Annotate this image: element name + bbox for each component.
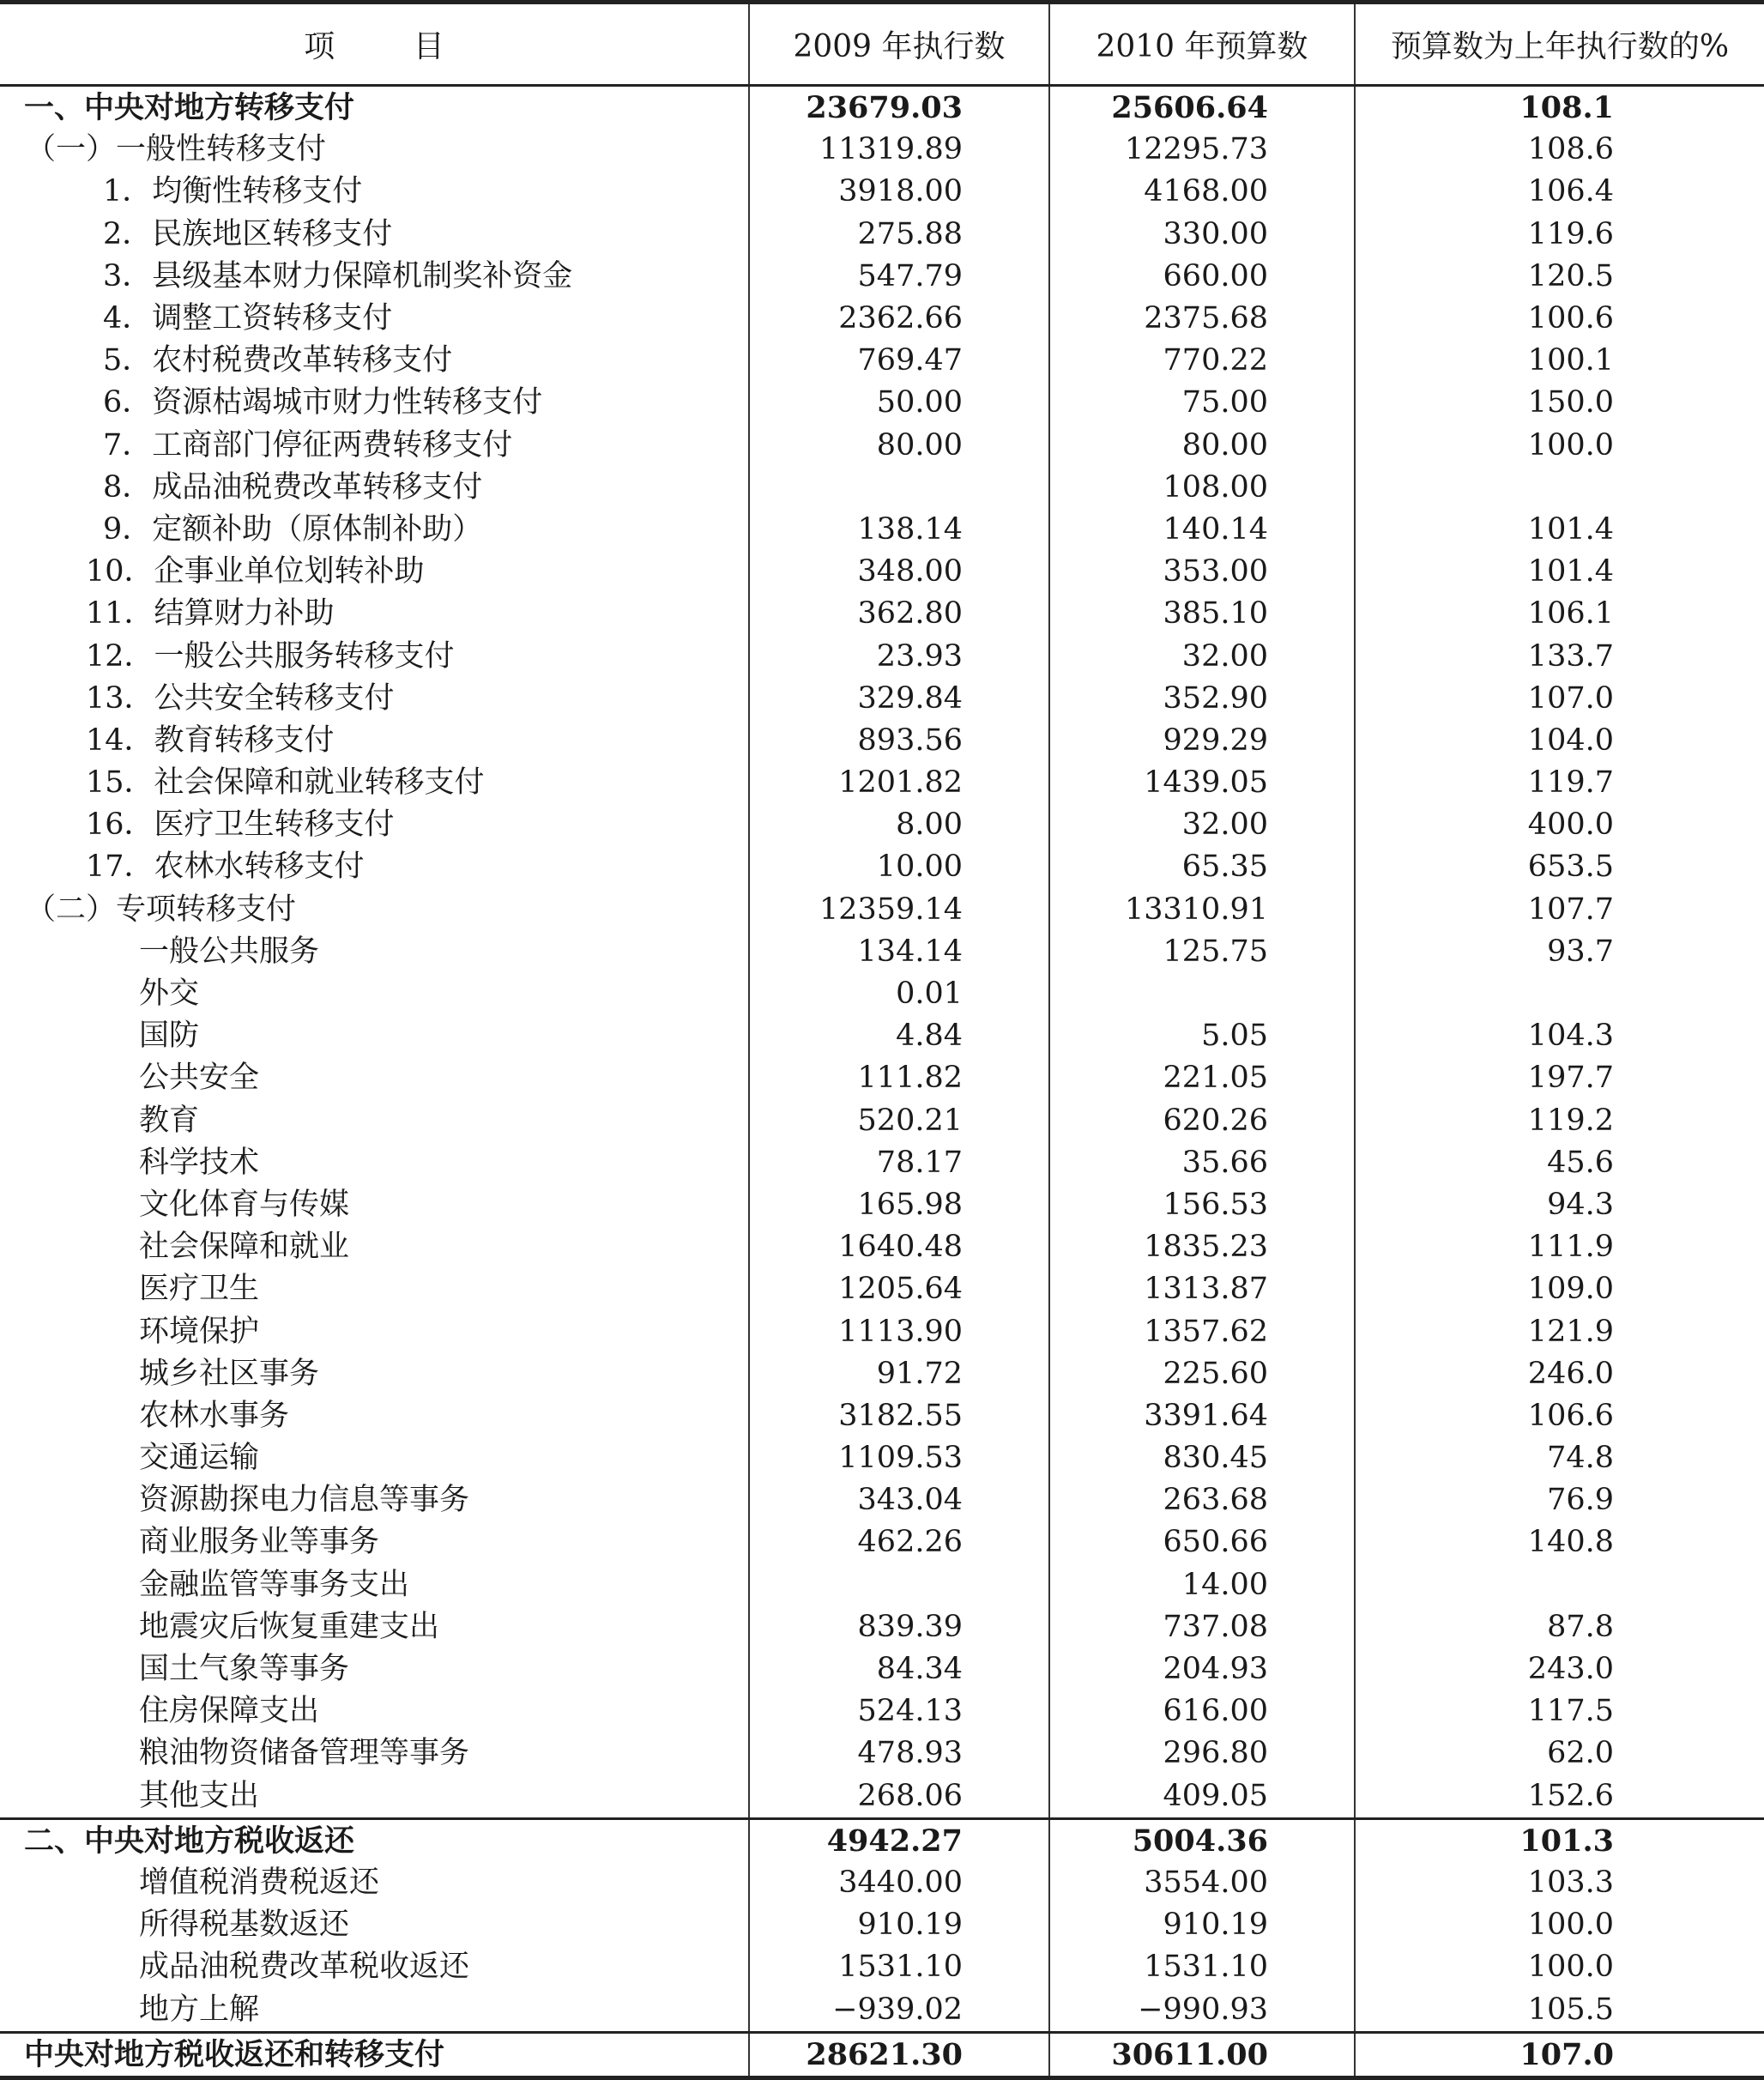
- value-2009: 893.56: [749, 720, 1049, 762]
- value-percent: 87.8: [1355, 1606, 1764, 1648]
- value-2010: 1439.05: [1049, 762, 1355, 804]
- row-label: 商业服务业等事务: [139, 1525, 380, 1560]
- row-label: 资源勘探电力信息等事务: [139, 1483, 470, 1518]
- value-2010: 1357.62: [1049, 1310, 1355, 1352]
- value-percent: 105.5: [1355, 1988, 1764, 2032]
- value-percent: 152.6: [1355, 1775, 1764, 1819]
- value-2010: [1049, 973, 1355, 1015]
- row-label: 外交: [139, 977, 200, 1012]
- value-2010: 385.10: [1049, 593, 1355, 635]
- value-2010: 204.93: [1049, 1648, 1355, 1690]
- row-label: 其他支出: [139, 1778, 260, 1813]
- value-percent: 653.5: [1355, 846, 1764, 888]
- value-2010: 13310.91: [1049, 889, 1355, 931]
- table-row: [0, 467, 1764, 509]
- value-2010: 353.00: [1049, 551, 1355, 593]
- row-label: 增值税消费税返还: [139, 1865, 380, 1900]
- value-2009: 1113.90: [749, 1310, 1049, 1352]
- value-2009: 138.14: [749, 509, 1049, 551]
- value-2010: 616.00: [1049, 1690, 1355, 1732]
- value-2010: 770.22: [1049, 340, 1355, 382]
- row-label: 二、中央对地方税收返还: [0, 1818, 749, 1862]
- value-percent: 107.7: [1355, 889, 1764, 931]
- row-label: 社会保障和就业: [139, 1230, 350, 1265]
- table-row: [0, 1648, 1764, 1690]
- header-item: 项 目: [0, 3, 749, 86]
- row-label: 1．均衡性转移支付: [103, 174, 363, 209]
- value-2009: 462.26: [749, 1521, 1049, 1563]
- value-2010: 296.80: [1049, 1732, 1355, 1775]
- row-label: 农林水事务: [139, 1398, 290, 1433]
- table-row: [0, 340, 1764, 382]
- table-row: [0, 171, 1764, 213]
- value-2009: 3440.00: [749, 1862, 1049, 1904]
- row-label: 公共安全: [139, 1061, 260, 1096]
- row-label: （二）专项转移支付: [26, 892, 297, 927]
- value-2010: 660.00: [1049, 256, 1355, 298]
- row-label: 教育: [139, 1103, 200, 1138]
- value-2009: 3182.55: [749, 1395, 1049, 1437]
- table-row: [0, 1395, 1764, 1437]
- value-2009: 329.84: [749, 678, 1049, 720]
- value-2010: −990.93: [1049, 1988, 1355, 2032]
- value-percent: 400.0: [1355, 804, 1764, 846]
- value-2009: 78.17: [749, 1142, 1049, 1184]
- value-2009: 1205.64: [749, 1268, 1049, 1310]
- value-2010: 125.75: [1049, 931, 1355, 973]
- value-2009: 2362.66: [749, 298, 1049, 340]
- row-label: 4．调整工资转移支付: [103, 301, 393, 336]
- value-2009: 839.39: [749, 1606, 1049, 1648]
- value-2009: 10.00: [749, 846, 1049, 888]
- value-2010: 32.00: [1049, 804, 1355, 846]
- table-row: [0, 1862, 1764, 1904]
- value-percent: 101.4: [1355, 551, 1764, 593]
- value-2010: 1835.23: [1049, 1226, 1355, 1268]
- table-row: [0, 1310, 1764, 1352]
- value-percent: 106.1: [1355, 593, 1764, 635]
- table-row: [0, 1184, 1764, 1226]
- value-percent: 101.3: [1355, 1818, 1764, 1862]
- value-percent: 106.6: [1355, 1395, 1764, 1437]
- table-row: [0, 931, 1764, 973]
- table-body: [0, 86, 1764, 2078]
- header-2010-budget: 2010 年预算数: [1049, 3, 1355, 86]
- value-2010: 3554.00: [1049, 1862, 1355, 1904]
- value-2009: 348.00: [749, 551, 1049, 593]
- value-percent: 107.0: [1355, 2032, 1764, 2077]
- value-2010: 1313.87: [1049, 1268, 1355, 1310]
- table-row: [0, 1690, 1764, 1732]
- row-label: 3．县级基本财力保障机制奖补资金: [103, 258, 573, 293]
- table-header-row: [0, 3, 1764, 86]
- value-percent: 106.4: [1355, 171, 1764, 213]
- value-2009: 4.84: [749, 1015, 1049, 1057]
- row-label: 粮油物资储备管理等事务: [139, 1736, 470, 1771]
- value-2010: 737.08: [1049, 1606, 1355, 1648]
- row-label: 14．教育转移支付: [86, 723, 335, 758]
- value-percent: 120.5: [1355, 256, 1764, 298]
- value-percent: [1355, 973, 1764, 1015]
- value-2010: 14.00: [1049, 1564, 1355, 1606]
- header-percent: 预算数为上年执行数的%: [1355, 3, 1764, 86]
- value-percent: 109.0: [1355, 1268, 1764, 1310]
- value-2009: 80.00: [749, 425, 1049, 467]
- table-row: [0, 551, 1764, 593]
- row-label: 9．定额补助（原体制补助）: [103, 511, 483, 547]
- value-2010: 409.05: [1049, 1775, 1355, 1819]
- row-label: 8．成品油税费改革转移支付: [103, 469, 483, 505]
- table-row: [0, 298, 1764, 340]
- value-2009: 50.00: [749, 382, 1049, 424]
- value-2009: −939.02: [749, 1988, 1049, 2032]
- value-2009: 4942.27: [749, 1818, 1049, 1862]
- value-percent: 119.7: [1355, 762, 1764, 804]
- value-percent: 100.0: [1355, 425, 1764, 467]
- table-row: [0, 1904, 1764, 1946]
- table-row: [0, 1437, 1764, 1479]
- table-row: [0, 762, 1764, 804]
- table-row: [0, 635, 1764, 677]
- value-percent: 243.0: [1355, 1648, 1764, 1690]
- table-row: [0, 1775, 1764, 1819]
- value-percent: 100.6: [1355, 298, 1764, 340]
- value-2010: 65.35: [1049, 846, 1355, 888]
- value-percent: 100.0: [1355, 1904, 1764, 1946]
- table-row: [0, 1015, 1764, 1057]
- value-percent: 100.0: [1355, 1946, 1764, 1988]
- row-label: 环境保护: [139, 1314, 260, 1349]
- value-2010: 4168.00: [1049, 171, 1355, 213]
- row-label: 一、中央对地方转移支付: [24, 90, 355, 126]
- value-2009: 3918.00: [749, 171, 1049, 213]
- value-2010: 2375.68: [1049, 298, 1355, 340]
- value-2009: 91.72: [749, 1353, 1049, 1395]
- value-2009: 268.06: [749, 1775, 1049, 1819]
- value-percent: 197.7: [1355, 1057, 1764, 1099]
- value-2009: 28621.30: [749, 2032, 1049, 2077]
- value-2010: 75.00: [1049, 382, 1355, 424]
- value-percent: 100.1: [1355, 340, 1764, 382]
- table-row: [0, 1606, 1764, 1648]
- value-2009: 362.80: [749, 593, 1049, 635]
- value-percent: 104.0: [1355, 720, 1764, 762]
- value-2010: 620.26: [1049, 1100, 1355, 1142]
- value-2009: 1201.82: [749, 762, 1049, 804]
- table-row: [0, 1564, 1764, 1606]
- table-row: [0, 1988, 1764, 2032]
- value-2010: 12295.73: [1049, 129, 1355, 171]
- table-row: [0, 1142, 1764, 1184]
- value-2010: 25606.64: [1049, 86, 1355, 130]
- table-row: [0, 2032, 1764, 2077]
- table-row: [0, 804, 1764, 846]
- value-2010: 650.66: [1049, 1521, 1355, 1563]
- value-percent: 111.9: [1355, 1226, 1764, 1268]
- row-label: 金融监管等事务支出: [139, 1567, 410, 1602]
- value-2009: 343.04: [749, 1479, 1049, 1521]
- row-label: 15．社会保障和就业转移支付: [86, 765, 485, 801]
- table-row: [0, 425, 1764, 467]
- row-label: （一）一般性转移支付: [26, 132, 327, 167]
- table-row: [0, 846, 1764, 888]
- row-label: 17．农林水转移支付: [86, 850, 365, 885]
- value-2009: 910.19: [749, 1904, 1049, 1946]
- table-row: [0, 214, 1764, 256]
- row-label: 11．结算财力补助: [86, 596, 335, 632]
- table-row: [0, 1521, 1764, 1563]
- table-row: [0, 86, 1764, 130]
- table-row: [0, 1353, 1764, 1395]
- value-percent: 133.7: [1355, 635, 1764, 677]
- table-row: [0, 720, 1764, 762]
- value-2010: 35.66: [1049, 1142, 1355, 1184]
- header-2009-actual: 2009 年执行数: [749, 3, 1049, 86]
- value-2009: 11319.89: [749, 129, 1049, 171]
- table-row: [0, 1226, 1764, 1268]
- row-label: 所得税基数返还: [139, 1908, 350, 1943]
- value-2010: 352.90: [1049, 678, 1355, 720]
- value-percent: [1355, 1564, 1764, 1606]
- value-2010: 80.00: [1049, 425, 1355, 467]
- table-row: [0, 129, 1764, 171]
- value-2010: 5.05: [1049, 1015, 1355, 1057]
- value-2010: 5004.36: [1049, 1818, 1355, 1862]
- value-percent: 101.4: [1355, 509, 1764, 551]
- value-2009: 524.13: [749, 1690, 1049, 1732]
- row-label: 5．农村税费改革转移支付: [103, 343, 453, 378]
- row-label: 地震灾后恢复重建支出: [139, 1609, 440, 1644]
- row-label: 12．一般公共服务转移支付: [86, 638, 455, 674]
- value-percent: 119.6: [1355, 214, 1764, 256]
- row-label: 科学技术: [139, 1145, 260, 1180]
- value-2009: 8.00: [749, 804, 1049, 846]
- row-label: 一般公共服务: [139, 934, 320, 969]
- row-label: 医疗卫生: [139, 1272, 260, 1307]
- table-row: [0, 1100, 1764, 1142]
- value-2010: 221.05: [1049, 1057, 1355, 1099]
- value-2009: 134.14: [749, 931, 1049, 973]
- value-2010: 330.00: [1049, 214, 1355, 256]
- value-2009: 1531.10: [749, 1946, 1049, 1988]
- value-percent: 107.0: [1355, 678, 1764, 720]
- value-percent: 121.9: [1355, 1310, 1764, 1352]
- row-label: 中央对地方税收返还和转移支付: [0, 2032, 749, 2077]
- value-2009: 520.21: [749, 1100, 1049, 1142]
- value-2010: 225.60: [1049, 1353, 1355, 1395]
- value-2010: 1531.10: [1049, 1946, 1355, 1988]
- value-2010: 3391.64: [1049, 1395, 1355, 1437]
- value-percent: 140.8: [1355, 1521, 1764, 1563]
- value-percent: 104.3: [1355, 1015, 1764, 1057]
- value-percent: 45.6: [1355, 1142, 1764, 1184]
- value-2010: 910.19: [1049, 1904, 1355, 1946]
- value-2009: 23.93: [749, 635, 1049, 677]
- value-percent: 74.8: [1355, 1437, 1764, 1479]
- value-2009: 23679.03: [749, 86, 1049, 130]
- value-2009: 1109.53: [749, 1437, 1049, 1479]
- table-row: [0, 973, 1764, 1015]
- value-2010: 108.00: [1049, 467, 1355, 509]
- value-2010: 32.00: [1049, 635, 1355, 677]
- row-label: 6．资源枯竭城市财力性转移支付: [103, 385, 543, 420]
- value-2010: 929.29: [1049, 720, 1355, 762]
- row-label: 成品油税费改革税收返还: [139, 1950, 470, 1985]
- row-label: 10．企事业单位划转补助: [86, 554, 425, 590]
- table-row: [0, 1818, 1764, 1862]
- table-row: [0, 382, 1764, 424]
- row-label: 国防: [139, 1019, 200, 1054]
- table-row: [0, 678, 1764, 720]
- value-2009: 1640.48: [749, 1226, 1049, 1268]
- value-percent: 76.9: [1355, 1479, 1764, 1521]
- value-2010: 830.45: [1049, 1437, 1355, 1479]
- row-label: 2．民族地区转移支付: [103, 216, 393, 251]
- value-2010: 156.53: [1049, 1184, 1355, 1226]
- row-label: 13．公共安全转移支付: [86, 680, 395, 716]
- value-percent: 62.0: [1355, 1732, 1764, 1775]
- value-2010: 30611.00: [1049, 2032, 1355, 2077]
- value-2009: [749, 467, 1049, 509]
- table-row: [0, 1479, 1764, 1521]
- table-row: [0, 1732, 1764, 1775]
- value-2009: 84.34: [749, 1648, 1049, 1690]
- table-row: [0, 889, 1764, 931]
- value-2009: 478.93: [749, 1732, 1049, 1775]
- value-2009: [749, 1564, 1049, 1606]
- value-percent: 150.0: [1355, 382, 1764, 424]
- value-2009: 111.82: [749, 1057, 1049, 1099]
- value-percent: 108.6: [1355, 129, 1764, 171]
- value-percent: 93.7: [1355, 931, 1764, 973]
- value-2010: 140.14: [1049, 509, 1355, 551]
- value-2009: 769.47: [749, 340, 1049, 382]
- value-2009: 12359.14: [749, 889, 1049, 931]
- table-row: [0, 1268, 1764, 1310]
- value-2009: 0.01: [749, 973, 1049, 1015]
- value-2009: 165.98: [749, 1184, 1049, 1226]
- value-2009: 275.88: [749, 214, 1049, 256]
- value-2009: 547.79: [749, 256, 1049, 298]
- row-label: 16．医疗卫生转移支付: [86, 807, 395, 843]
- row-label: 交通运输: [139, 1441, 260, 1476]
- row-label: 地方上解: [139, 1992, 260, 2027]
- table-row: [0, 1057, 1764, 1099]
- row-label: 国土气象等事务: [139, 1652, 350, 1687]
- value-2010: 263.68: [1049, 1479, 1355, 1521]
- value-percent: [1355, 467, 1764, 509]
- row-label: 文化体育与传媒: [139, 1187, 350, 1222]
- value-percent: 246.0: [1355, 1353, 1764, 1395]
- table-row: [0, 593, 1764, 635]
- row-label: 住房保障支出: [139, 1694, 320, 1729]
- value-percent: 94.3: [1355, 1184, 1764, 1226]
- table-row: [0, 1946, 1764, 1988]
- table-row: [0, 509, 1764, 551]
- table-row: [0, 256, 1764, 298]
- value-percent: 119.2: [1355, 1100, 1764, 1142]
- value-percent: 117.5: [1355, 1690, 1764, 1732]
- row-label: 城乡社区事务: [139, 1356, 320, 1391]
- value-percent: 103.3: [1355, 1862, 1764, 1904]
- row-label: 7．工商部门停征两费转移支付: [103, 427, 513, 463]
- value-percent: 108.1: [1355, 86, 1764, 130]
